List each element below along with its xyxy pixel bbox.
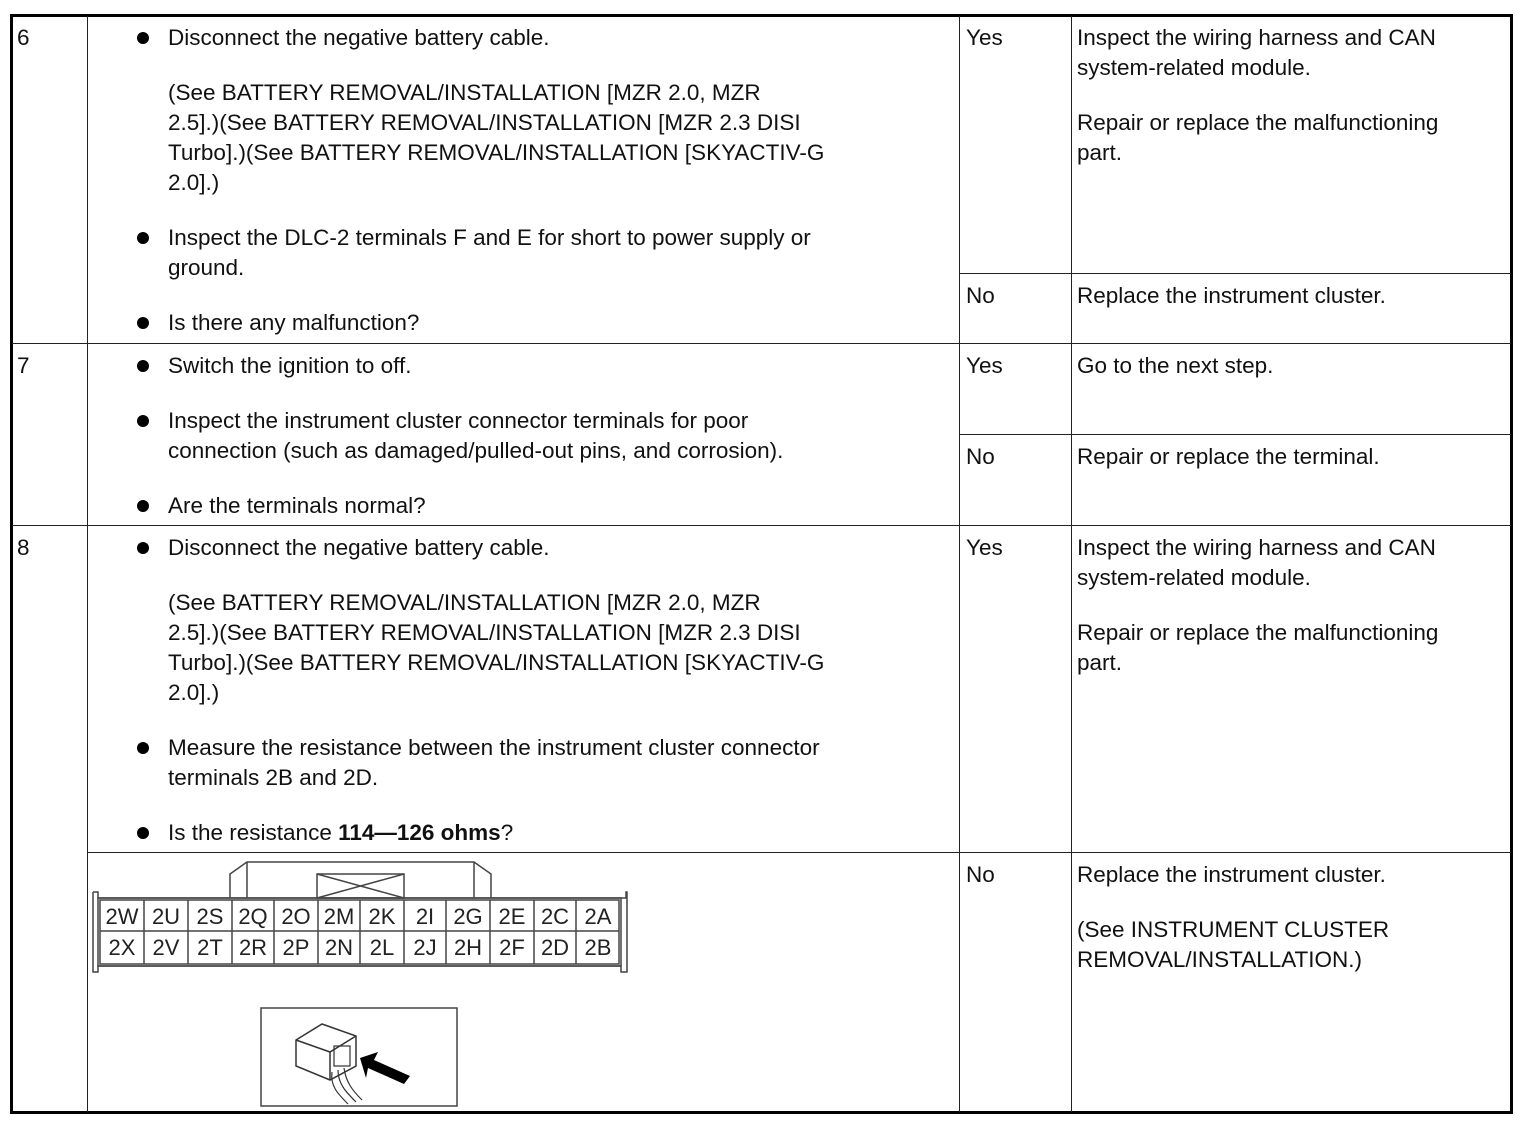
col-divider-step <box>87 16 88 1112</box>
action-yes-text: Inspect the wiring harness and CAN <box>1077 535 1436 560</box>
row-divider <box>12 525 1511 526</box>
action-no-text: Repair or replace the terminal. <box>1077 444 1380 469</box>
bullet-icon <box>137 827 149 839</box>
step-number: 6 <box>17 25 30 50</box>
reference-text: (See BATTERY REMOVAL/INSTALLATION [MZR 2.0, MZR <box>168 590 761 615</box>
row-divider <box>12 343 1511 344</box>
subrow-divider <box>959 273 1511 274</box>
result-yes-label: Yes <box>966 353 1003 378</box>
action-yes-text: part. <box>1077 140 1123 165</box>
pin-label-2x: 2X <box>108 935 136 960</box>
bullet-icon <box>137 317 149 329</box>
pin-label-2k: 2K <box>368 904 396 929</box>
result-no-label: No <box>966 444 995 469</box>
bullet-icon <box>137 415 149 427</box>
action-yes-text: Go to the next step. <box>1077 353 1274 378</box>
pin-label-2s: 2S <box>196 904 224 929</box>
pin-label-2r: 2R <box>238 935 268 960</box>
pin-label-2c: 2C <box>540 904 570 929</box>
instruction-text: Disconnect the negative battery cable. <box>168 25 550 50</box>
pin-label-2h: 2H <box>453 935 483 960</box>
col-divider-result <box>1071 16 1072 1112</box>
instruction-text: Switch the ignition to off. <box>168 353 412 378</box>
col-divider-action <box>959 16 960 1112</box>
bullet-icon <box>137 542 149 554</box>
pin-label-2g: 2G <box>453 904 483 929</box>
bullet-icon <box>137 32 149 44</box>
pin-label-2p: 2P <box>282 935 310 960</box>
step-number: 8 <box>17 535 30 560</box>
pin-label-2e: 2E <box>498 904 526 929</box>
action-no-text: REMOVAL/INSTALLATION.) <box>1077 947 1363 972</box>
question-text: Is there any malfunction? <box>168 310 420 335</box>
question-prefix: Is the resistance <box>168 820 339 845</box>
question-text <box>168 818 513 848</box>
result-yes-label: Yes <box>966 25 1003 50</box>
pin-label-2n: 2N <box>324 935 354 960</box>
pin-label-2m: 2M <box>323 904 355 929</box>
pin-label-2b: 2B <box>584 935 612 960</box>
reference-text: 2.0].) <box>168 170 220 195</box>
action-no-text: Replace the instrument cluster. <box>1077 283 1386 308</box>
resistance-spec: 114—126 ohms <box>338 820 501 845</box>
pin-label-2q: 2Q <box>238 904 268 929</box>
action-yes-text: Repair or replace the malfunctioning <box>1077 110 1439 135</box>
connector-diagram <box>90 856 635 981</box>
action-yes-text: system-related module. <box>1077 55 1311 80</box>
reference-text: 2.5].)(See BATTERY REMOVAL/INSTALLATION [MZR 2.3 DISI <box>168 620 801 645</box>
action-yes-text: system-related module. <box>1077 565 1311 590</box>
bullet-icon <box>137 500 149 512</box>
pin-label-2o: 2O <box>281 904 311 929</box>
reference-text: (See BATTERY REMOVAL/INSTALLATION [MZR 2.0, MZR <box>168 80 761 105</box>
result-no-label: No <box>966 283 995 308</box>
reference-text: Turbo].)(See BATTERY REMOVAL/INSTALLATION [SKYACTIV-G <box>168 140 825 165</box>
bullet-icon <box>137 232 149 244</box>
action-yes-text: Inspect the wiring harness and CAN <box>1077 25 1436 50</box>
pin-label-2d: 2D <box>540 935 570 960</box>
action-no-text: (See INSTRUMENT CLUSTER <box>1077 917 1390 942</box>
step-number: 7 <box>17 353 30 378</box>
instruction-text: ground. <box>168 255 245 280</box>
reference-text: 2.0].) <box>168 680 220 705</box>
connector-view-icon <box>259 1006 459 1108</box>
pin-label-2l: 2L <box>369 935 395 960</box>
action-yes-text: Repair or replace the malfunctioning <box>1077 620 1439 645</box>
pin-label-2v: 2V <box>152 935 180 960</box>
reference-text: Turbo].)(See BATTERY REMOVAL/INSTALLATION [SKYACTIV-G <box>168 650 825 675</box>
pin-label-2u: 2U <box>151 904 181 929</box>
instruction-text: connection (such as damaged/pulled-out pins, and corrosion). <box>168 438 784 463</box>
action-yes-text: part. <box>1077 650 1123 675</box>
instruction-text: Inspect the DLC-2 terminals F and E for short to power supply or <box>168 225 811 250</box>
bullet-icon <box>137 360 149 372</box>
bullet-icon <box>137 742 149 754</box>
instruction-text: Disconnect the negative battery cable. <box>168 535 550 560</box>
pin-label-2f: 2F <box>499 935 525 960</box>
subrow-divider <box>87 852 1511 853</box>
result-no-label: No <box>966 862 995 887</box>
instruction-text: Measure the resistance between the instrument cluster connector <box>168 735 820 760</box>
instruction-text: terminals 2B and 2D. <box>168 765 379 790</box>
subrow-divider <box>959 434 1511 435</box>
result-yes-label: Yes <box>966 535 1003 560</box>
question-suffix: ? <box>500 820 514 845</box>
instruction-text: Inspect the instrument cluster connector terminals for poor <box>168 408 749 433</box>
pin-label-2i: 2I <box>415 904 435 929</box>
pin-label-2j: 2J <box>413 935 437 960</box>
pin-label-2w: 2W <box>105 904 139 929</box>
reference-text: 2.5].)(See BATTERY REMOVAL/INSTALLATION [MZR 2.3 DISI <box>168 110 801 135</box>
pin-label-2t: 2T <box>197 935 223 960</box>
pin-label-2a: 2A <box>584 904 612 929</box>
action-no-text: Replace the instrument cluster. <box>1077 862 1386 887</box>
question-text: Are the terminals normal? <box>168 493 426 518</box>
